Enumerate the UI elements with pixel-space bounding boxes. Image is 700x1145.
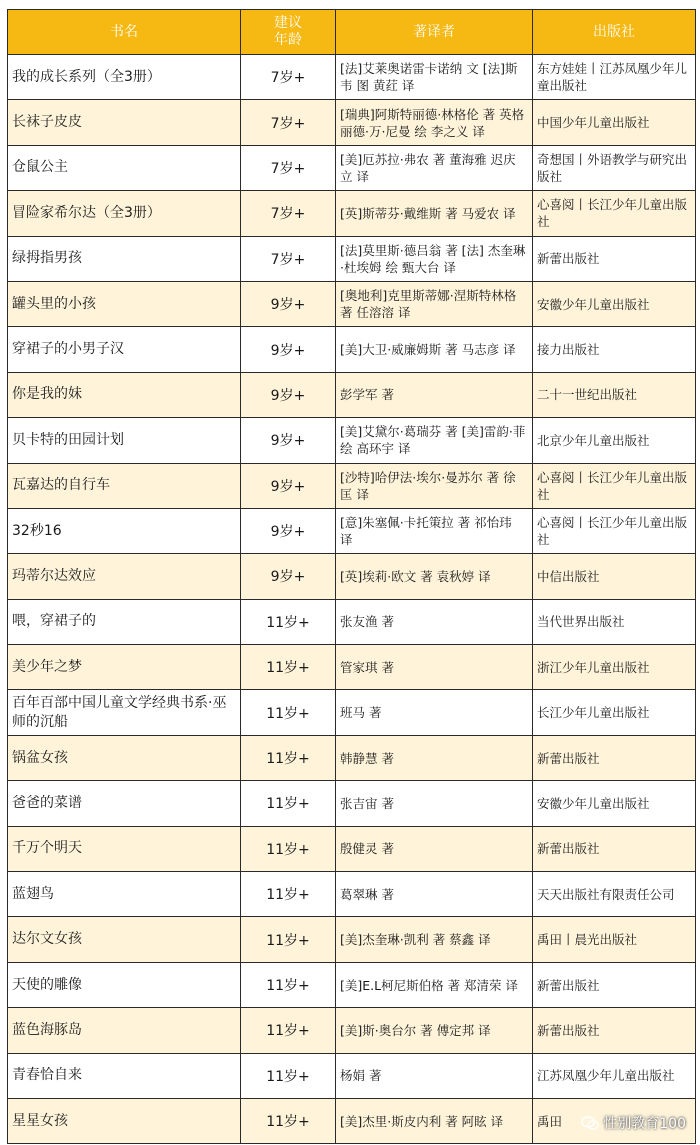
author-cell: [沙特]哈伊法·埃尔·曼苏尔 著 徐匡 译 xyxy=(336,463,533,508)
header-age xyxy=(241,10,336,55)
age-cell: 11岁+ xyxy=(241,645,336,690)
author-cell: [法]莫里斯·德吕翁 著 [法] 杰奎琳·杜埃姆 绘 甄大台 译 xyxy=(336,236,533,281)
author-cell: 殷健灵 著 xyxy=(336,826,533,871)
book-title-cell: 锅盆女孩 xyxy=(8,735,241,780)
publisher-cell: 心喜阅丨长江少年儿童出版社 xyxy=(533,191,696,236)
author-cell: [美]杰里·斯皮内利 著 阿眩 译 xyxy=(336,1098,533,1143)
publisher-cell: 新蕾出版社 xyxy=(533,1008,696,1053)
publisher-cell: 新蕾出版社 xyxy=(533,826,696,871)
author-cell: 彭学军 著 xyxy=(336,372,533,417)
book-title-cell: 罐头里的小孩 xyxy=(8,281,241,326)
table-row xyxy=(8,690,696,735)
author-cell: 张吉宙 著 xyxy=(336,781,533,826)
publisher-cell: 东方娃娃丨江苏凤凰少年儿童出版社 xyxy=(533,55,696,100)
table-row xyxy=(8,1008,696,1053)
author-cell: 张友渔 著 xyxy=(336,599,533,644)
publisher-cell: 禹田 xyxy=(533,1098,696,1143)
publisher-cell: 江苏凤凰少年儿童出版社 xyxy=(533,1053,696,1098)
publisher-cell: 心喜阅丨长江少年儿童出版社 xyxy=(533,463,696,508)
table-row xyxy=(8,191,696,236)
table-row xyxy=(8,327,696,372)
book-title-cell: 美少年之梦 xyxy=(8,645,241,690)
book-title-cell: 瓦嘉达的自行车 xyxy=(8,463,241,508)
author-cell: [奥地利]克里斯蒂娜·涅斯特林格 著 任溶溶 译 xyxy=(336,281,533,326)
publisher-cell: 安徽少年儿童出版社 xyxy=(533,781,696,826)
table-row xyxy=(8,599,696,644)
book-title-cell: 长袜子皮皮 xyxy=(8,100,241,145)
author-cell: [美]E.L柯尼斯伯格 著 郑清荣 译 xyxy=(336,962,533,1007)
book-title-cell: 百年百部中国儿童文学经典书系·巫师的沉船 xyxy=(8,690,241,735)
table-row xyxy=(8,55,696,100)
table-row xyxy=(8,463,696,508)
age-cell: 7岁+ xyxy=(241,100,336,145)
author-cell: [美]厄苏拉·弗农 著 董海雅 迟庆立 译 xyxy=(336,145,533,190)
publisher-cell: 中国少年儿童出版社 xyxy=(533,100,696,145)
book-title-cell: 蓝翅鸟 xyxy=(8,872,241,917)
book-title-cell: 爸爸的菜谱 xyxy=(8,781,241,826)
publisher-cell: 二十一世纪出版社 xyxy=(533,372,696,417)
publisher-cell: 新蕾出版社 xyxy=(533,735,696,780)
book-title-cell: 千万个明天 xyxy=(8,826,241,871)
age-cell: 9岁+ xyxy=(241,554,336,599)
book-title-cell: 青春恰自来 xyxy=(8,1053,241,1098)
publisher-cell: 浙江少年儿童出版社 xyxy=(533,645,696,690)
publisher-cell: 新蕾出版社 xyxy=(533,962,696,1007)
table-row xyxy=(8,372,696,417)
table-row xyxy=(8,917,696,962)
author-cell: [英]埃莉·欧文 著 袁秋婷 译 xyxy=(336,554,533,599)
book-title-cell: 星星女孩 xyxy=(8,1098,241,1143)
age-cell: 11岁+ xyxy=(241,735,336,780)
author-cell: 杨娟 著 xyxy=(336,1053,533,1098)
header-row xyxy=(8,10,696,55)
publisher-cell: 奇想国丨外语教学与研究出版社 xyxy=(533,145,696,190)
age-cell: 11岁+ xyxy=(241,599,336,644)
publisher-cell: 中信出版社 xyxy=(533,554,696,599)
age-cell: 11岁+ xyxy=(241,826,336,871)
table-row xyxy=(8,735,696,780)
table-row xyxy=(8,826,696,871)
book-title-cell: 仓鼠公主 xyxy=(8,145,241,190)
table-row xyxy=(8,281,696,326)
publisher-cell: 北京少年儿童出版社 xyxy=(533,418,696,463)
age-cell: 7岁+ xyxy=(241,191,336,236)
watermark-text: 性别教育100 xyxy=(603,1116,686,1132)
age-cell: 7岁+ xyxy=(241,55,336,100)
publisher-cell: 天天出版社有限责任公司 xyxy=(533,872,696,917)
table-row xyxy=(8,145,696,190)
wechat-icon xyxy=(581,1116,599,1130)
table-row xyxy=(8,418,696,463)
publisher-cell: 当代世界出版社 xyxy=(533,599,696,644)
author-cell: [英]斯蒂芬·戴维斯 著 马爱农 译 xyxy=(336,191,533,236)
age-cell: 11岁+ xyxy=(241,872,336,917)
author-cell: [意]朱塞佩·卡托策拉 著 祁怡玮 译 xyxy=(336,508,533,553)
book-title-cell: 达尔文女孩 xyxy=(8,917,241,962)
table-body xyxy=(8,55,696,1144)
header-age-line2: 年龄 xyxy=(274,32,302,48)
publisher-cell: 长江少年儿童出版社 xyxy=(533,690,696,735)
book-title-cell: 你是我的妹 xyxy=(8,372,241,417)
header-publisher: 出版社 xyxy=(533,10,696,55)
watermark xyxy=(581,1113,686,1133)
book-title-cell: 贝卡特的田园计划 xyxy=(8,418,241,463)
age-cell: 7岁+ xyxy=(241,236,336,281)
table-row xyxy=(8,508,696,553)
author-cell: 葛翠琳 著 xyxy=(336,872,533,917)
table-row xyxy=(8,236,696,281)
book-title-cell: 我的成长系列（全3册） xyxy=(8,55,241,100)
author-cell: [美]斯·奥台尔 著 傅定邦 译 xyxy=(336,1008,533,1053)
age-cell: 9岁+ xyxy=(241,508,336,553)
age-cell: 9岁+ xyxy=(241,372,336,417)
book-title-cell: 喂，穿裙子的 xyxy=(8,599,241,644)
author-cell: [瑞典]阿斯特丽德·林格伦 著 英格丽德·万·尼曼 绘 李之义 译 xyxy=(336,100,533,145)
age-cell: 9岁+ xyxy=(241,327,336,372)
book-list-table xyxy=(7,9,696,1144)
header-author: 著译者 xyxy=(336,10,533,55)
age-cell: 11岁+ xyxy=(241,1053,336,1098)
author-cell: 管家琪 著 xyxy=(336,645,533,690)
book-title-cell: 绿拇指男孩 xyxy=(8,236,241,281)
author-cell: [法]艾莱奥诺雷卡诺纳 文 [法]斯韦 图 黄荭 译 xyxy=(336,55,533,100)
table-row xyxy=(8,872,696,917)
age-cell: 11岁+ xyxy=(241,690,336,735)
book-title-cell: 32秒16 xyxy=(8,508,241,553)
book-title-cell: 天使的雕像 xyxy=(8,962,241,1007)
publisher-cell: 接力出版社 xyxy=(533,327,696,372)
book-title-cell: 玛蒂尔达效应 xyxy=(8,554,241,599)
table-row xyxy=(8,100,696,145)
publisher-cell: 心喜阅丨长江少年儿童出版社 xyxy=(533,508,696,553)
table-row xyxy=(8,962,696,1007)
book-title-cell: 穿裙子的小男子汉 xyxy=(8,327,241,372)
author-cell: 班马 著 xyxy=(336,690,533,735)
header-title: 书名 xyxy=(8,10,241,55)
author-cell: [美]大卫·威廉姆斯 著 马志彦 译 xyxy=(336,327,533,372)
publisher-cell: 安徽少年儿童出版社 xyxy=(533,281,696,326)
table-row xyxy=(8,645,696,690)
author-cell: [美]杰奎琳·凯利 著 蔡鑫 译 xyxy=(336,917,533,962)
age-cell: 11岁+ xyxy=(241,1008,336,1053)
age-cell: 9岁+ xyxy=(241,463,336,508)
age-cell: 11岁+ xyxy=(241,917,336,962)
age-cell: 11岁+ xyxy=(241,962,336,1007)
table-row xyxy=(8,554,696,599)
age-cell: 11岁+ xyxy=(241,781,336,826)
publisher-cell: 禹田丨晨光出版社 xyxy=(533,917,696,962)
age-cell: 7岁+ xyxy=(241,145,336,190)
book-title-cell: 冒险家希尔达（全3册） xyxy=(8,191,241,236)
author-cell: 韩静慧 著 xyxy=(336,735,533,780)
header-age-line1: 建议 xyxy=(274,15,302,31)
book-title-cell: 蓝色海豚岛 xyxy=(8,1008,241,1053)
age-cell: 9岁+ xyxy=(241,281,336,326)
table-row xyxy=(8,781,696,826)
author-cell: [美]艾黛尔·葛瑞芬 著 [美]雷韵·菲 绘 高环宇 译 xyxy=(336,418,533,463)
age-cell: 9岁+ xyxy=(241,418,336,463)
publisher-cell: 新蕾出版社 xyxy=(533,236,696,281)
age-cell: 11岁+ xyxy=(241,1098,336,1143)
table-row xyxy=(8,1053,696,1098)
